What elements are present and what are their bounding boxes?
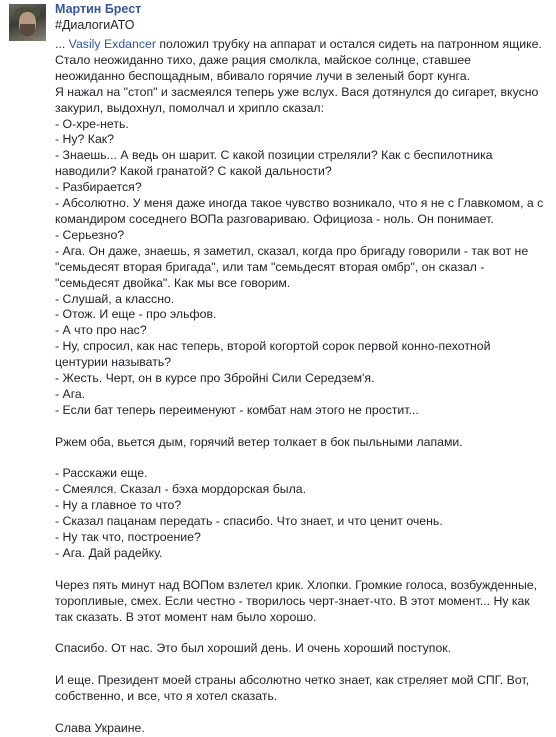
post-text-line: - Расскажи еще. bbox=[55, 466, 148, 481]
mention-link[interactable]: Vasily Exdancer bbox=[68, 37, 156, 51]
post-text-line: - Серьезно? bbox=[55, 227, 125, 242]
post-text-line: закурил, выдохнул, помолчал и хрипло сказал: bbox=[55, 100, 324, 115]
post-text-line: Слава Украине. bbox=[55, 720, 145, 735]
post-text-line: Через пять минут над ВОПом взлетел крик. Хлопки. Громкие голоса, возбужденные, bbox=[55, 577, 538, 592]
post-text-line: - Если бат теперь переименуют - комбат нам этого не простит... bbox=[55, 402, 419, 417]
post-text-line: - Слушай, а классно. bbox=[55, 291, 175, 306]
post-text-line: - Ну так что, построение? bbox=[55, 530, 201, 545]
post-text-line: наводили? Какой гранатой? С какой дальности? bbox=[55, 164, 332, 179]
post-text-line: И еще. Президент моей страны абсолютно четко знает, как стреляет мой СПГ. Вот, bbox=[55, 673, 530, 688]
post-text-line bbox=[55, 625, 550, 641]
post-text-line: - Ага. Он даже, знаешь, я заметил, сказал, когда про бригаду говорили - так вот не bbox=[55, 243, 529, 258]
post-text-line: - А что про нас? bbox=[55, 323, 147, 338]
post-text-line: - Отож. И еще - про эльфов. bbox=[55, 307, 217, 322]
post-text-line: командиром соседнего ВОПа разговариваю. Официоза - ноль. Он понимает. bbox=[55, 211, 494, 226]
author-avatar[interactable] bbox=[9, 4, 46, 41]
post-text-line bbox=[55, 705, 550, 721]
post-text-line: центурии называть? bbox=[55, 355, 172, 370]
post-text-line: - Абсолютно. У меня даже иногда такое чувство возникало, что я не с Главкомом, а с bbox=[55, 196, 544, 211]
post-text-line: Стало неожиданно тихо, даже рация смолкла, майское солнце, ставшее bbox=[55, 52, 471, 67]
post-text-line: - О-хре-неть. bbox=[55, 116, 129, 131]
post-first-line bbox=[55, 37, 550, 53]
post-text-line bbox=[55, 451, 550, 467]
hashtag-link[interactable]: #ДиалогиАТО bbox=[55, 18, 135, 32]
first-line-suffix: положил трубку на аппарат и остался сидеть на патронном ящике. bbox=[155, 37, 542, 51]
author-name-link[interactable]: Мартин Брест bbox=[55, 2, 142, 16]
post-text-line: - Ну а главное то что? bbox=[55, 498, 182, 513]
post-text-line: - Жесть. Черт, он в курсе про Збройні Сили Середзем'я. bbox=[55, 371, 375, 386]
post-text-line: неожиданно беспощадным, вбивало горячие лучи в зеленый борт кунга. bbox=[55, 68, 471, 83]
post-text-line bbox=[55, 657, 550, 673]
first-line-prefix: ... bbox=[55, 37, 69, 51]
post-text-line: - Ага. bbox=[55, 386, 86, 401]
post-text-line: собственно, и все, что я хотел сказать. bbox=[55, 689, 278, 704]
post-text-line: Спасибо. От нас. Это был хороший день. И очень хороший поступок. bbox=[55, 641, 452, 656]
post-text-line: - Разбирается? bbox=[55, 180, 142, 195]
post-text-line: - Ага. Дай радейку. bbox=[55, 545, 163, 560]
post-text-line: - Ну? Как? bbox=[55, 132, 115, 147]
post-body bbox=[55, 37, 550, 737]
post-text-line: "семьдесят двойка". Как мы все говорим. bbox=[55, 275, 291, 290]
post-text-line: - Сказал пацанам передать - спасибо. Что знает, и что ценит очень. bbox=[55, 514, 443, 529]
post-text-line: - Ну, спросил, как нас теперь, второй когортой сорок первой конно-пехотной bbox=[55, 339, 491, 354]
post-text-line: торопливые, смех. Если честно - творилось черт-знает-что. В этот момент... Ну как bbox=[55, 593, 530, 608]
post-text-line: Я нажал на "стоп" и засмеялся теперь уже вслух. Вася дотянулся до сигарет, вкусно bbox=[55, 84, 539, 99]
avatar-beard bbox=[20, 24, 35, 36]
post-lines bbox=[55, 53, 550, 737]
post-text-line: - Знаешь... А ведь он шарит. С какой позиции стреляли? Как с беспилотника bbox=[55, 148, 493, 163]
post-text-line: так сказать. В этот момент нам было хорошо. bbox=[55, 609, 317, 624]
post-text-line: "семьдесят вторая бригада", или там "семьдесят вторая омбр", он сказал - bbox=[55, 259, 485, 274]
post-text-line bbox=[55, 419, 550, 435]
post-text-line: Ржем оба, вьется дым, горячий ветер толкает в бок пыльными лапами. bbox=[55, 434, 463, 449]
post-text-line bbox=[55, 562, 550, 578]
post-text-line: - Смеялся. Сказал - бэха мордорская была. bbox=[55, 482, 307, 497]
